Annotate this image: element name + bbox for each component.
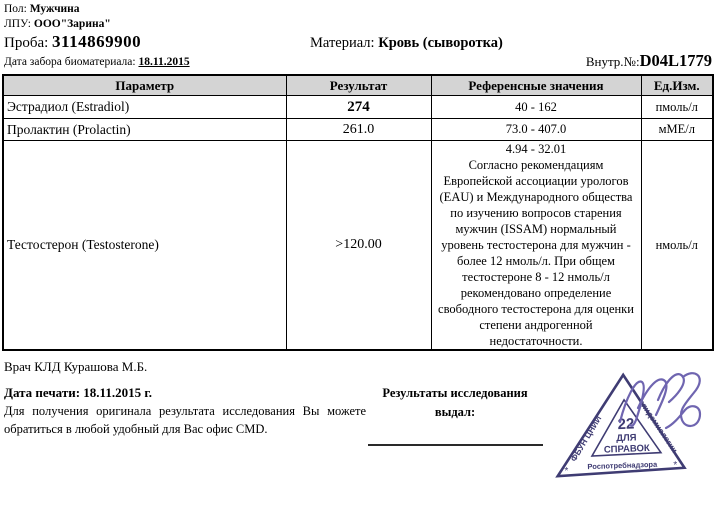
sex-label: Пол:	[4, 3, 27, 15]
collection-date-label: Дата забора биоматериала:	[4, 56, 136, 68]
internal-number-line	[586, 51, 712, 71]
parameter-name: Тестостерон (Testosterone)	[3, 141, 286, 351]
table-row	[3, 141, 713, 351]
facility-line	[4, 17, 111, 32]
table-row	[3, 96, 713, 119]
header-result: Результат	[286, 75, 431, 96]
stamp-line1: ДЛЯ	[616, 432, 637, 445]
result-value: >120.00	[286, 141, 431, 351]
signature-line	[368, 430, 543, 446]
sample-label: Проба:	[4, 35, 49, 51]
issued-by-label: Результаты исследования выдал:	[382, 386, 528, 420]
print-date-label: Дата печати:	[4, 385, 81, 400]
result-value: 261.0	[286, 119, 431, 141]
reference-value: 40 - 162	[431, 96, 641, 119]
handwritten-signature	[614, 366, 714, 444]
reference-note: Согласно рекомендациям Европейской ассоциации урологов (EAU) и Международного общества по изучению вопросов старения мужчин (ISSAM) нормальный уровень тестостерона для мужчин - более 12 нмоль/л. При общем тестостероне 8 - 12 нмоль/л рекомендовано определение свободного тестостерона для оценки степени андрогенной недостаточности.	[438, 158, 634, 348]
collection-date-value: 18.11.2015	[138, 56, 190, 68]
print-date-line	[4, 385, 152, 401]
reference-range: 4.94 - 32.01	[505, 142, 567, 156]
material-value: Кровь (сыворотка)	[378, 35, 503, 51]
stamp-bottom-text: Роспотребнадзора	[587, 459, 658, 472]
material-line	[310, 35, 503, 52]
table-row	[3, 119, 713, 141]
stamp-left-edge-text: ФБУН ЦНИИ	[568, 413, 604, 464]
internal-number-label: Внутр.№:	[585, 54, 640, 69]
header-unit: Ед.Изм.	[641, 75, 713, 96]
sex-value: Мужчина	[29, 3, 80, 15]
internal-number-value: D04L1779	[639, 51, 712, 70]
stamp-corner-mark-left: *	[564, 465, 569, 477]
unit-value: нмоль/л	[641, 141, 713, 351]
unit-value: пмоль/л	[641, 96, 713, 119]
reference-value: 73.0 - 407.0	[431, 119, 641, 141]
parameter-name: Эстрадиол (Estradiol)	[3, 96, 286, 119]
facility-value: ООО"Зарина"	[33, 18, 111, 30]
collection-date-line	[4, 55, 190, 70]
sample-line	[4, 32, 141, 52]
table-header-row	[3, 75, 713, 96]
patient-sex-line	[4, 2, 80, 17]
stamp-corner-mark-right: *	[673, 460, 678, 472]
facility-label: ЛПУ:	[4, 18, 32, 30]
result-value: 274	[286, 96, 431, 119]
stamp-right-edge-text: эпидемиологии	[637, 398, 680, 455]
pickup-note: Для получения оригинала результата исследования Вы можете обратиться в любой удобный для Вас офис CMD.	[4, 404, 366, 436]
stamp-number: 22	[617, 415, 635, 434]
doctor-line: Врач КЛД Курашова М.Б.	[4, 359, 148, 374]
material-label: Материал:	[310, 35, 375, 51]
reference-cell	[431, 141, 641, 351]
results-table	[2, 74, 714, 351]
print-date-value: 18.11.2015 г.	[83, 385, 153, 400]
header-reference: Референсные значения	[431, 75, 641, 96]
parameter-name: Пролактин (Prolactin)	[3, 119, 286, 141]
sample-number: 3114869900	[52, 32, 142, 51]
unit-value: мМЕ/л	[641, 119, 713, 141]
stamp-line2: СПРАВОК	[603, 442, 650, 456]
header-parameter: Параметр	[3, 75, 286, 96]
